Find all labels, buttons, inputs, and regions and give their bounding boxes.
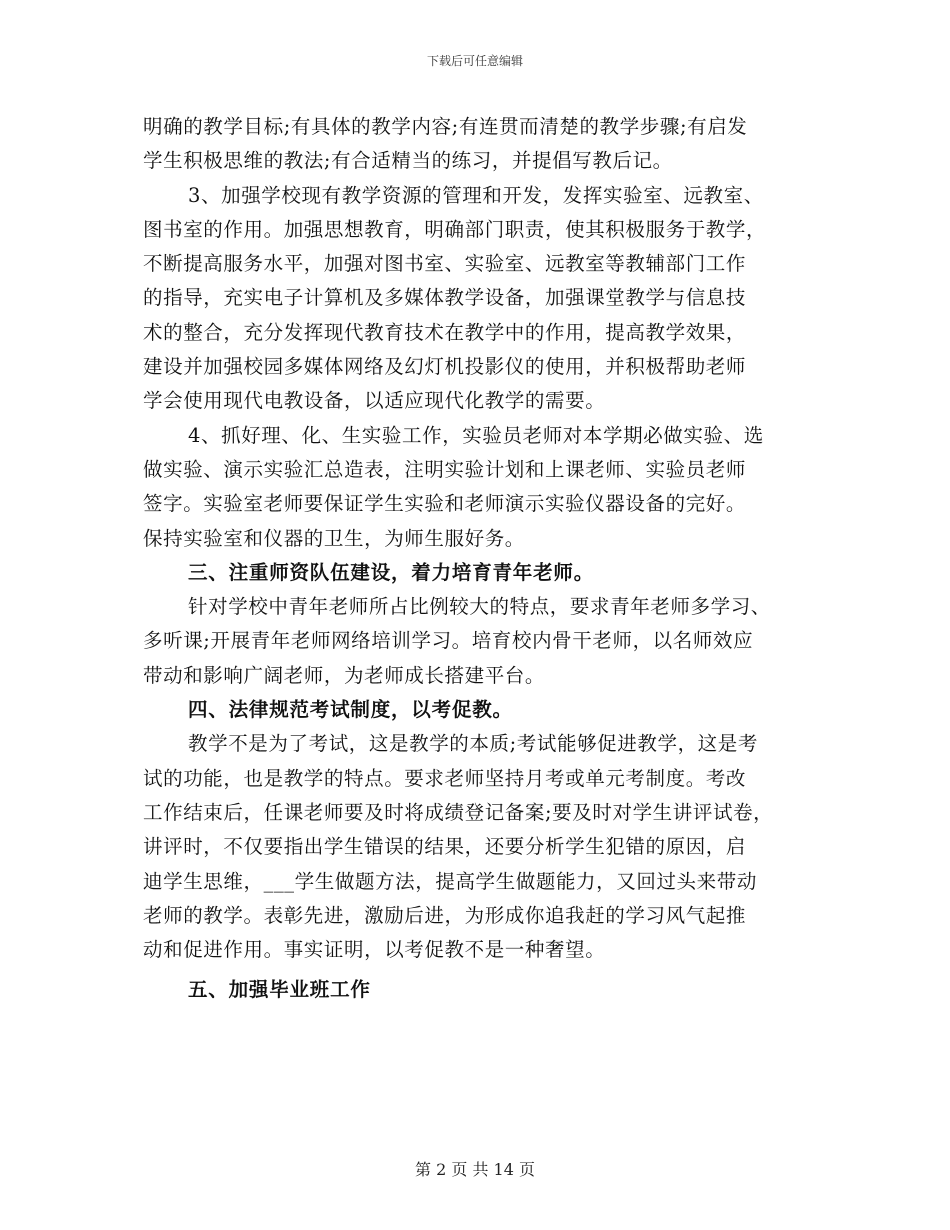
document-body bbox=[143, 110, 813, 1008]
paragraph-line: 工作结束后，任课老师要及时将成绩登记备案;要及时对学生讲评试卷， bbox=[143, 800, 774, 824]
page-header-note: 下载后可任意编辑 bbox=[426, 54, 523, 68]
paragraph-line: 多听课;开展青年老师网络培训学习。培育校内骨干老师，以名师效应 bbox=[143, 629, 754, 653]
paragraph-line: 动和促进作用。事实证明，以考促教不是一种奢望。 bbox=[143, 938, 606, 962]
paragraph-line: 保持实验室和仪器的卫生，为师生服好务。 bbox=[143, 526, 525, 550]
paragraph-line: 图书室的作用。加强思想教育，明确部门职责，使其积极服务于教学， bbox=[143, 217, 767, 241]
section-heading: 三、注重师资队伍建设，着力培育青年老师。 bbox=[188, 560, 595, 584]
paragraph-line: 老师的教学。表彰先进，激励后进，为形成你追我赶的学习风气起推 bbox=[143, 903, 747, 927]
paragraph-line: 术的整合，充分发挥现代教育技术在教学中的作用，提高教学效果， bbox=[143, 320, 747, 344]
paragraph-line: 学会使用现代电教设备，以适应现代化教学的需要。 bbox=[143, 389, 606, 413]
paragraph-line: 针对学校中青年老师所占比例较大的特点，要求青年老师多学习、 bbox=[188, 595, 771, 619]
section-heading: 四、法律规范考试制度，以考促教。 bbox=[188, 698, 513, 722]
paragraph-line: 学生积极思维的教法;有合适精当的练习，并提倡写教后记。 bbox=[143, 149, 673, 173]
paragraph-line: 不断提高服务水平，加强对图书室、实验室、远教室等教辅部门工作 bbox=[143, 252, 747, 276]
page-number: 第 2 页 共 14 页 bbox=[415, 1160, 535, 1179]
paragraph-line: 带动和影响广阔老师，为老师成长搭建平台。 bbox=[143, 663, 546, 687]
paragraph-line: 明确的教学目标;有具体的教学内容;有连贯而清楚的教学步骤;有启发 bbox=[143, 115, 748, 138]
paragraph-line: 签字。实验室老师要保证学生实验和老师演示实验仪器设备的完好。 bbox=[143, 492, 747, 516]
paragraph-line: 的指导，充实电子计算机及多媒体教学设备，加强课堂教学与信息技 bbox=[143, 286, 747, 310]
paragraph-line: 试的功能，也是教学的特点。要求老师坚持月考或单元考制度。考改 bbox=[143, 766, 747, 790]
paragraph-line: 4、抓好理、化、生实验工作，实验员老师对本学期必做实验、选 bbox=[188, 423, 764, 447]
paragraph-line: 讲评时，不仅要指出学生错误的结果，还要分析学生犯错的原因，启 bbox=[143, 835, 747, 859]
paragraph-line: 建设并加强校园多媒体网络及幻灯机投影仪的使用，并积极帮助老师 bbox=[143, 355, 747, 379]
paragraph-line: 做实验、演示实验汇总造表，注明实验计划和上课老师、实验员老师 bbox=[143, 457, 747, 481]
paragraph-line: 迪学生思维，___学生做题方法，提高学生做题能力，又回过头来带动 bbox=[143, 869, 757, 893]
paragraph-line: 3、加强学校现有教学资源的管理和开发，发挥实验室、远教室、 bbox=[188, 183, 764, 207]
paragraph-line: 教学不是为了考试，这是教学的本质;考试能够促进教学，这是考 bbox=[188, 732, 758, 756]
section-heading: 五、加强毕业班工作 bbox=[188, 978, 371, 1002]
